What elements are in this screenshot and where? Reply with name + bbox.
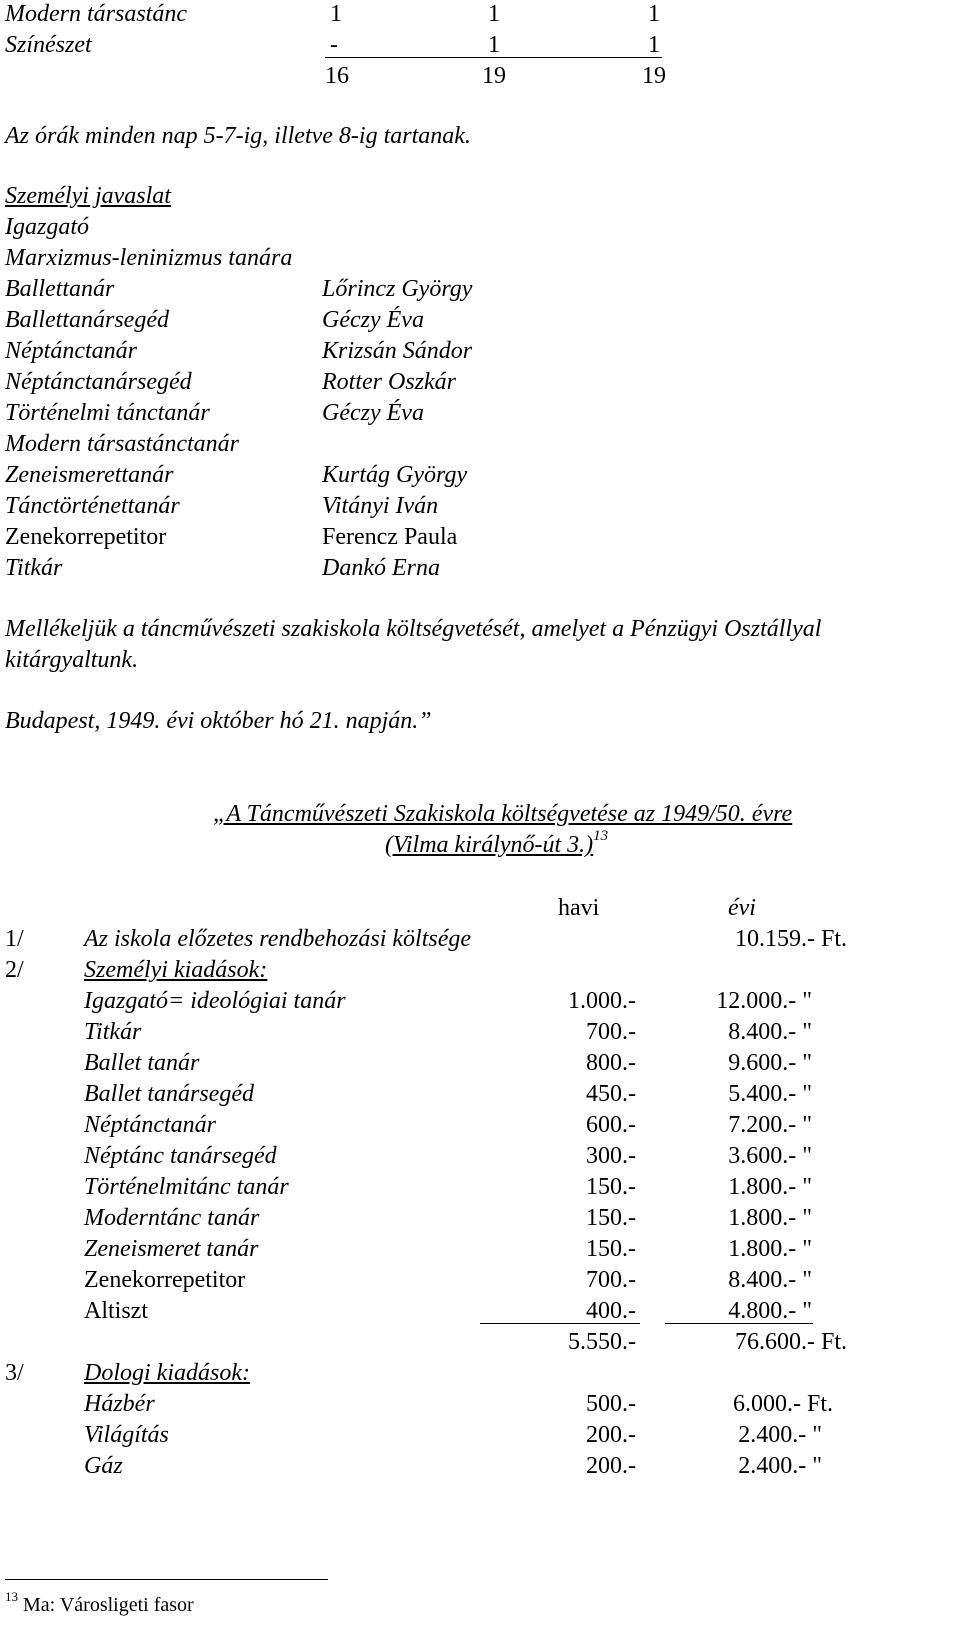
personnel-name: Vitányi Iván [322,493,439,519]
budget-row-label: Ballet tanár [84,1050,200,1076]
budget-row-evi: 1.800.- " [728,1236,812,1262]
budget-row-havi: 200.- [586,1422,636,1448]
budget-row-havi: 150.- [586,1174,636,1200]
personnel-role: Ballettanár [5,276,115,302]
personnel-name: Géczy Éva [322,307,424,333]
havi-sum-rule [480,1323,640,1324]
top-row-c1: 1 [330,1,342,27]
top-total-c2: 19 [482,63,506,89]
item-heading: Dologi kiadások: [84,1360,250,1386]
top-row-c3: 1 [648,1,660,27]
budget-row-havi: 800.- [586,1050,636,1076]
budget-row-label: Igazgató= ideológiai tanár [84,988,346,1014]
item-heading: Személyi kiadások: [84,957,268,983]
col-header-havi: havi [558,895,600,921]
budget-row-evi: 2.400.- " [738,1453,822,1479]
budget-row-evi: 1.800.- " [728,1205,812,1231]
personnel-role: Néptánctanár [5,338,137,364]
personnel-name: Rotter Oszkár [322,369,456,395]
personnel-role: Modern társastánctanár [5,431,239,457]
personnel-role: Ballettanársegéd [5,307,169,333]
budget-row-label: Altiszt [84,1298,148,1324]
budget-row-evi: 2.400.- " [738,1422,822,1448]
budget-row-evi: 9.600.- " [728,1050,812,1076]
personnel-role: Történelmi tánctanár [5,400,210,426]
budget-row-evi: 8.400.- " [728,1267,812,1293]
top-row-c2: 1 [488,1,500,27]
budget-row-havi: 500.- [586,1391,636,1417]
budget-row-label: Zeneismeret tanár [84,1236,259,1262]
personnel-role: Igazgató [5,214,89,240]
top-row-c3: 1 [648,32,660,58]
budget-row-label: Ballet tanársegéd [84,1081,254,1107]
budget-row-evi: 3.600.- " [728,1143,812,1169]
personnel-name: Krizsán Sándor [322,338,473,364]
budget-row-evi: 7.200.- " [728,1112,812,1138]
personnel-name: Kurtág György [322,462,468,488]
personnel-role: Marxizmus-leninizmus tanára [5,245,293,271]
budget-row-havi: 150.- [586,1205,636,1231]
budget-row-evi: 5.400.- " [728,1081,812,1107]
budget-subtitle-text: (Vilma királynő-út 3.) [385,832,594,858]
budget-title: „A Táncművészeti Szakiskola költségvetése az 1949/50. évre [213,801,793,827]
personnel-role: Néptánctanársegéd [5,369,192,395]
personnel-heading: Személyi javaslat [5,183,171,209]
budget-row-havi: 450.- [586,1081,636,1107]
budget-row-havi: 600.- [586,1112,636,1138]
budget-row-label: Házbér [84,1391,155,1417]
budget-row-evi: 4.800.- " [728,1298,812,1324]
footnote-text: Ma: Városligeti fasor [23,1594,194,1616]
budget-row-label: Néptánctanár [84,1112,216,1138]
budget-row-havi: 700.- [586,1267,636,1293]
col-header-evi: évi [728,895,756,921]
budget-row-havi: 1.000.- [568,988,636,1014]
personnel-role: Titkár [5,555,63,581]
evi-sum-rule [665,1323,813,1324]
total-evi: 76.600.- Ft. [734,1329,847,1355]
top-row-c1: - [330,32,338,58]
budget-row-havi: 300.- [586,1143,636,1169]
budget-row-havi: 700.- [586,1019,636,1045]
top-total-c1: 16 [325,63,349,89]
personnel-role: Zeneismerettanár [5,462,174,488]
item-number: 2/ [5,957,24,983]
attachment-paragraph-line1: Mellékeljük a táncművészeti szakiskola költségvetését, amelyet a Pénzügyi Osztállyal [5,616,822,642]
budget-row-label: Gáz [84,1453,123,1479]
budget-row-evi: 6.000.- Ft. [732,1391,833,1417]
top-table-sum-rule [325,57,662,58]
item-label: Az iskola előzetes rendbehozási költsége [84,926,472,952]
hours-note: Az órák minden nap 5-7-ig, illetve 8-ig tartanak. [5,123,471,149]
item-number: 3/ [5,1360,24,1386]
date-line: Budapest, 1949. évi október hó 21. napján.” [5,708,432,734]
attachment-paragraph-line2: kitárgyaltunk. [5,647,139,673]
footnote [5,1589,194,1616]
budget-row-evi: 1.800.- " [728,1174,812,1200]
footnote-separator [5,1579,328,1580]
personnel-role: Zenekorrepetitor [5,524,167,550]
budget-row-havi: 400.- [586,1298,636,1324]
personnel-name: Ferencz Paula [322,524,458,550]
budget-row-havi: 150.- [586,1236,636,1262]
budget-row-evi: 8.400.- " [728,1019,812,1045]
top-row-label: Modern társastánc [5,1,187,27]
total-havi: 5.550.- [568,1329,636,1355]
footnote-ref: 13 [593,828,609,844]
personnel-role: Tánctörténettanár [5,493,180,519]
budget-row-label: Világítás [84,1422,169,1448]
budget-row-label: Titkár [84,1019,142,1045]
personnel-name: Géczy Éva [322,400,424,426]
item-evi: 10.159.- Ft. [734,926,847,952]
top-row-label: Színészet [5,32,92,58]
personnel-name: Dankó Erna [322,555,440,581]
budget-row-label: Történelmitánc tanár [84,1174,289,1200]
top-row-c2: 1 [488,32,500,58]
budget-row-havi: 200.- [586,1453,636,1479]
budget-row-evi: 12.000.- " [716,988,812,1014]
budget-row-label: Moderntánc tanár [84,1205,260,1231]
budget-row-label: Néptánc tanársegéd [84,1143,277,1169]
budget-subtitle [385,828,609,858]
item-number: 1/ [5,926,24,952]
personnel-name: Lőrincz György [322,276,473,302]
footnote-number: 13 [5,1589,18,1604]
budget-row-label: Zenekorrepetitor [84,1267,246,1293]
top-total-c3: 19 [642,63,666,89]
